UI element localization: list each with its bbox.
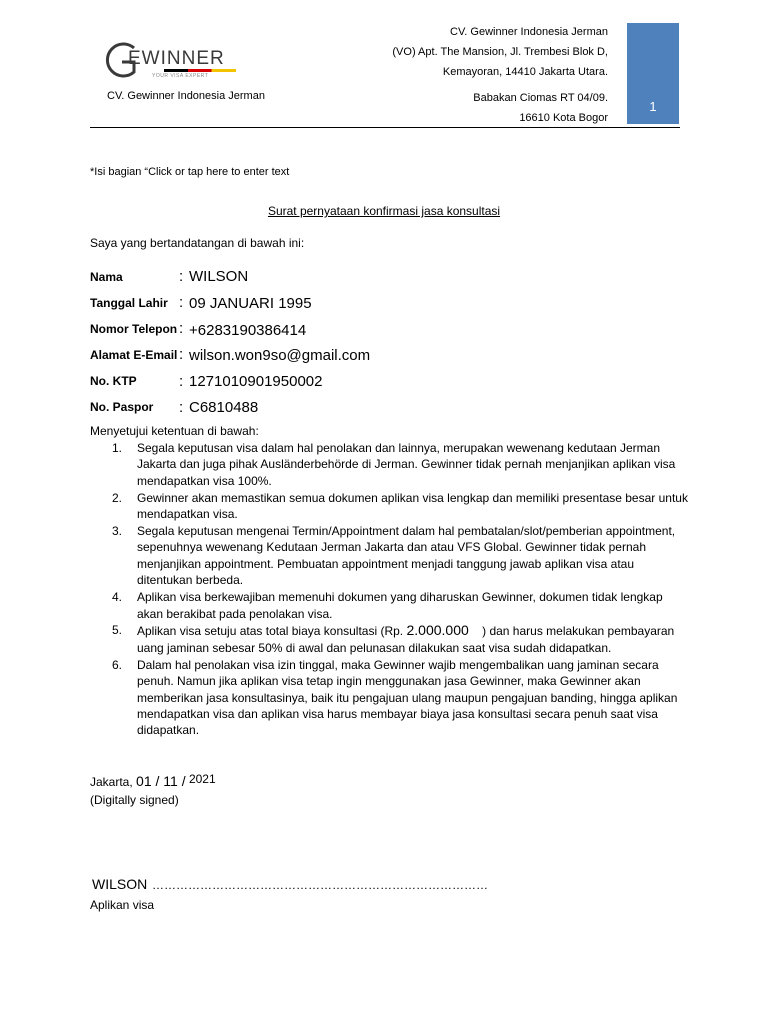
field-label-ktp: No. KTP	[90, 374, 137, 388]
company-address	[392, 22, 608, 82]
field-colon: :	[179, 294, 184, 311]
gewinner-logo	[104, 38, 244, 86]
field-label-nomor-telepon: Nomor Telepon	[90, 322, 178, 336]
logo-flag-bar	[164, 69, 236, 72]
address-line: Babakan Ciomas RT 04/09.	[473, 92, 608, 104]
field-label-nama: Nama	[90, 270, 123, 284]
field-value-email[interactable]: wilson.won9so@gmail.com	[189, 347, 371, 364]
term-text: Dalam hal penolakan visa izin tinggal, maka Gewinner wajib mengembalikan uang jaminan secara penuh. Namun jika aplikan visa tetap ingin menggunakan jasa Gewinner, maka Gewinner akan memberikan jasa konsultasinya, baik itu pengajuan ulang maupun pengajuan banding, hingga aplikan mendapatkan visa dan aplikan visa harus membayar biaya jasa konsultasi secara penuh saat visa didapatkan.	[137, 657, 678, 738]
field-colon: :	[179, 399, 184, 416]
term-number: 1.	[112, 441, 123, 455]
signature-name[interactable]: WILSON	[92, 876, 148, 892]
field-value-nama[interactable]: WILSON	[189, 268, 249, 285]
page-number: 1	[649, 99, 657, 114]
term-item	[90, 589, 690, 622]
term-number: 4.	[112, 590, 123, 605]
page-number-box	[627, 23, 679, 124]
address-line: CV. Gewinner Indonesia Jerman	[450, 26, 608, 38]
digitally-signed-note: (Digitally signed)	[90, 793, 179, 807]
header-divider	[90, 127, 680, 128]
field-colon: :	[179, 346, 184, 363]
field-value-nomor-telepon[interactable]: +6283190386414	[189, 322, 307, 339]
logo-tagline: YOUR VISA EXPERT	[152, 73, 209, 79]
date-day-month[interactable]: 01 / 11 /	[136, 773, 186, 789]
term-text: Segala keputusan mengenai Termin/Appointment dalam hal pembatalan/slot/pemberian appointment, sepenuhnya wewenang Kedutaan Jerman Jakarta dan atau VFS Global. Gewinner tidak pernah menjanjikan appointment. Pembuatan appointment menjadi tanggung jawab aplikan visa atau ditentukan berbeda.	[137, 524, 676, 588]
term-item	[90, 622, 690, 656]
field-label-tanggal-lahir: Tanggal Lahir	[90, 296, 168, 310]
field-colon: :	[179, 268, 184, 285]
term-number: 6.	[112, 657, 123, 672]
term-number: 5.	[112, 623, 123, 638]
term-item	[90, 490, 690, 523]
term-item	[90, 523, 690, 589]
fill-instruction-note: *Isi bagian “Click or tap here to enter text	[90, 166, 290, 178]
term-text: Aplikan visa berkewajiban memenuhi dokumen yang diharuskan Gewinner, dokumen tidak lengkap akan berakibat pada penolakan visa.	[137, 590, 663, 621]
term-text: Gewinner akan memastikan semua dokumen aplikan visa lengkap dan memiliki presentase besar untuk mendapatkan visa.	[137, 490, 688, 522]
term-text: Aplikan visa setuju atas total biaya konsultasi (Rp.	[137, 624, 407, 639]
signing-date	[90, 773, 216, 789]
term-text: ) dan harus melakukan pembayaran uang jaminan sebesar 50% di awal dan pelunasan dilakukan saat visa sudah didapatkan.	[137, 624, 678, 655]
term-text: Segala keputusan visa dalam hal penolakan dan lainnya, merupakan wewenang kedutaan Jerman Jakarta dan juga pihak Ausländerbehörde di Jerman. Gewinner tidak pernah menjanjikan aplikan visa mendapatkan visa 100%.	[137, 441, 676, 488]
address-line: Kemayoran, 14410 Jakarta Utara.	[442, 66, 608, 78]
signature-role: Aplikan visa	[90, 898, 155, 912]
company-address-secondary	[473, 88, 608, 128]
field-label-email: Alamat E-Email	[90, 348, 178, 362]
intro-text: Saya yang bertandatangan di bawah ini:	[90, 236, 305, 250]
field-colon: :	[179, 320, 184, 337]
logo-text: EWINNER	[128, 48, 225, 69]
terms-list	[90, 440, 690, 739]
agreement-heading: Menyetujui ketentuan di bawah:	[90, 424, 259, 438]
document-title: Surat pernyataan konfirmasi jasa konsultasi	[267, 204, 501, 218]
address-line: 16610 Kota Bogor	[519, 112, 608, 124]
date-prefix: Jakarta,	[90, 775, 133, 789]
term-number: 3.	[112, 524, 123, 539]
field-value-tanggal-lahir[interactable]: 09 JANUARI 1995	[189, 295, 312, 312]
field-value-ktp[interactable]: 1271010901950002	[189, 373, 323, 390]
signature-dotted-line: …………………………………………………………………………	[152, 878, 488, 892]
company-name-left: CV. Gewinner Indonesia Jerman	[107, 90, 265, 102]
term-number: 2.	[112, 490, 123, 505]
field-colon: :	[179, 373, 184, 390]
field-label-paspor: No. Paspor	[90, 400, 154, 414]
date-year: 2021	[188, 772, 216, 786]
fee-amount-value[interactable]: 2.000.000	[406, 622, 469, 639]
term-item	[90, 440, 690, 489]
address-line: (VO) Apt. The Mansion, Jl. Trembesi Blok D,	[392, 46, 608, 58]
field-value-paspor[interactable]: C6810488	[189, 399, 259, 416]
term-item	[90, 657, 690, 739]
